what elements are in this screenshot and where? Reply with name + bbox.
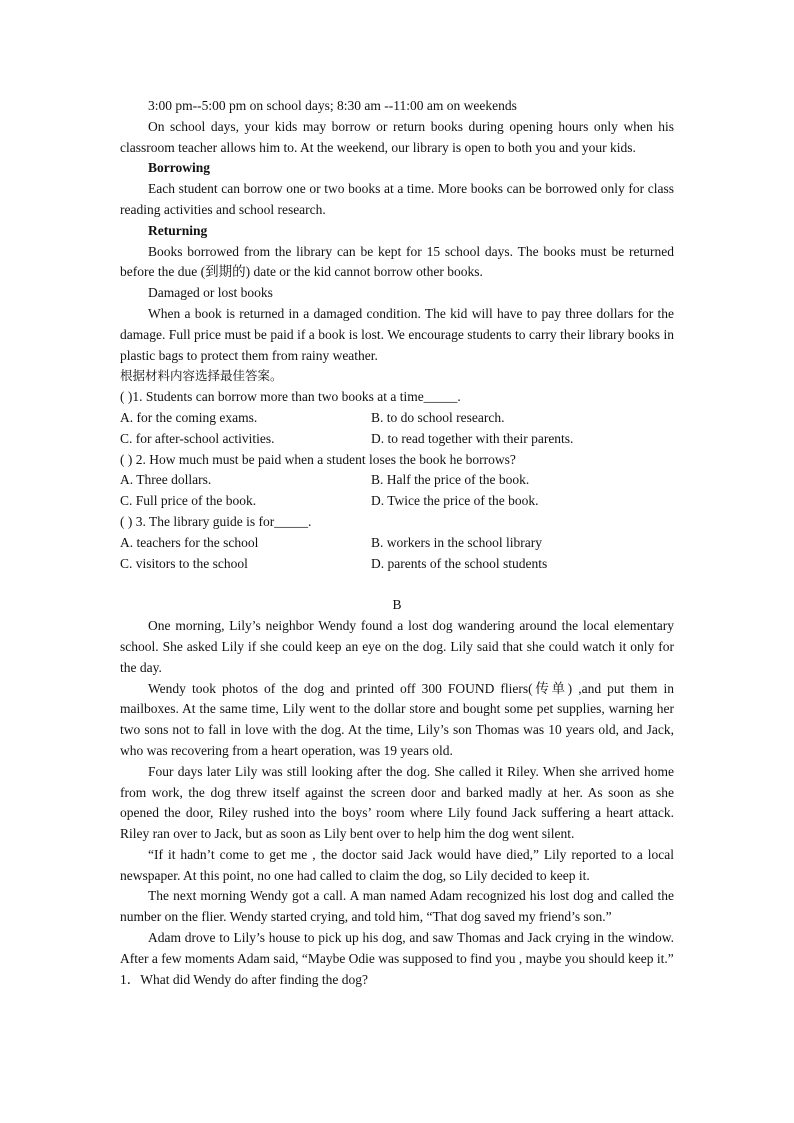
returning-heading: Returning [148, 222, 208, 238]
option-d: D. parents of the school students [371, 555, 548, 571]
section-b-label: B [392, 597, 402, 613]
damaged-text: When a book is returned in a damaged condition. The kid will have to pay three dollars for the damage. Full price must be paid if a book is lost. We encourage students to carry their library books in plastic bags to protect them from rainy weather. [120, 305, 674, 363]
borrowing-text: Each student can borrow one or two books at a time. More books can be borrowed only for class reading activities and school research. [120, 181, 674, 217]
damaged-heading: Damaged or lost books [148, 285, 273, 301]
document-page [120, 96, 674, 990]
option-a: A. for the coming exams. [120, 409, 258, 425]
option-a: A. teachers for the school [120, 534, 259, 550]
option-a: A. Three dollars. [120, 472, 212, 488]
question-b1: 1．What did Wendy do after finding the dog? [120, 971, 368, 987]
passage-paragraph-6: Adam drove to Lily’s house to pick up his dog, and saw Thomas and Jack crying in the window. After a few moments Adam said, “Maybe Odie was supposed to find you , maybe you should keep it.” [120, 930, 674, 966]
option-c: C. for after-school activities. [120, 430, 275, 446]
question-1-stem: ( )1. Students can borrow more than two books at a time_____. [120, 389, 461, 405]
question-2-options-row-2 [120, 491, 674, 512]
option-b: B. Half the price of the book. [371, 472, 530, 488]
option-d: D. to read together with their parents. [371, 430, 574, 446]
question-2-options-row-1 [120, 470, 674, 491]
option-c: C. Full price of the book. [120, 493, 257, 509]
passage-paragraph-3: Four days later Lily was still looking after the dog. She called it Riley. When she arrived home from work, the dog threw itself against the screen door and barked madly at her. As soon as she opened the door, Riley rushed into the boys’ room where Lily found Jack suffering a heart attack. Riley ran over to Jack, but as soon as Lily bent over to help him the dog went silent. [120, 763, 674, 842]
library-hours: 3:00 pm--5:00 pm on school days; 8:30 am --11:00 am on weekends [148, 98, 517, 113]
option-b: B. workers in the school library [371, 534, 542, 550]
question-1-options-row-2 [120, 429, 674, 450]
option-d: D. Twice the price of the book. [371, 493, 539, 509]
option-c: C. visitors to the school [120, 555, 248, 571]
question-3-options-row-1 [120, 533, 674, 554]
borrowing-heading: Borrowing [148, 160, 211, 176]
passage-paragraph-2: Wendy took photos of the dog and printed off 300 FOUND fliers(传单) ,and put them in mailboxes. At the same time, Lily went to the dollar store and bought some pet supplies, warning her two sons not to fall in love with the dog. At the time, Lily’s son Thomas was 10 years old, and Jack, who was recovering from a heart operation, was 19 years old. [120, 680, 674, 758]
instruction: 根据材料内容选择最佳答案。 [120, 368, 283, 384]
passage-paragraph-1: One morning, Lily’s neighbor Wendy found a lost dog wandering around the local elementary school. She asked Lily if she could keep an eye on the dog. Lily said that she could watch it only for the day. [120, 618, 674, 675]
section-spacer [120, 574, 674, 595]
returning-text: Books borrowed from the library can be kept for 15 school days. The books must be returned before the due (到期的) date or the kid cannot borrow other books. [120, 243, 674, 280]
question-3-options-row-2 [120, 554, 674, 575]
option-b: B. to do school research. [371, 409, 505, 425]
passage-paragraph-4: “If it hadn’t come to get me , the doctor said Jack would have died,” Lily reported to a local newspaper. At this point, no one had called to claim the dog, so Lily decided to keep it. [120, 846, 674, 883]
question-3-stem: ( ) 3. The library guide is for_____. [120, 513, 312, 529]
question-2-stem: ( ) 2. How much must be paid when a student loses the book he borrows? [120, 451, 516, 467]
question-1-options-row-1 [120, 408, 674, 429]
hours-note: On school days, your kids may borrow or return books during opening hours only when his classroom teacher allows him to. At the weekend, our library is open to both you and your kids. [120, 118, 674, 155]
passage-paragraph-5: The next morning Wendy got a call. A man named Adam recognized his lost dog and called the number on the flier. Wendy started crying, and told him, “That dog saved my friend’s son.” [120, 888, 674, 925]
